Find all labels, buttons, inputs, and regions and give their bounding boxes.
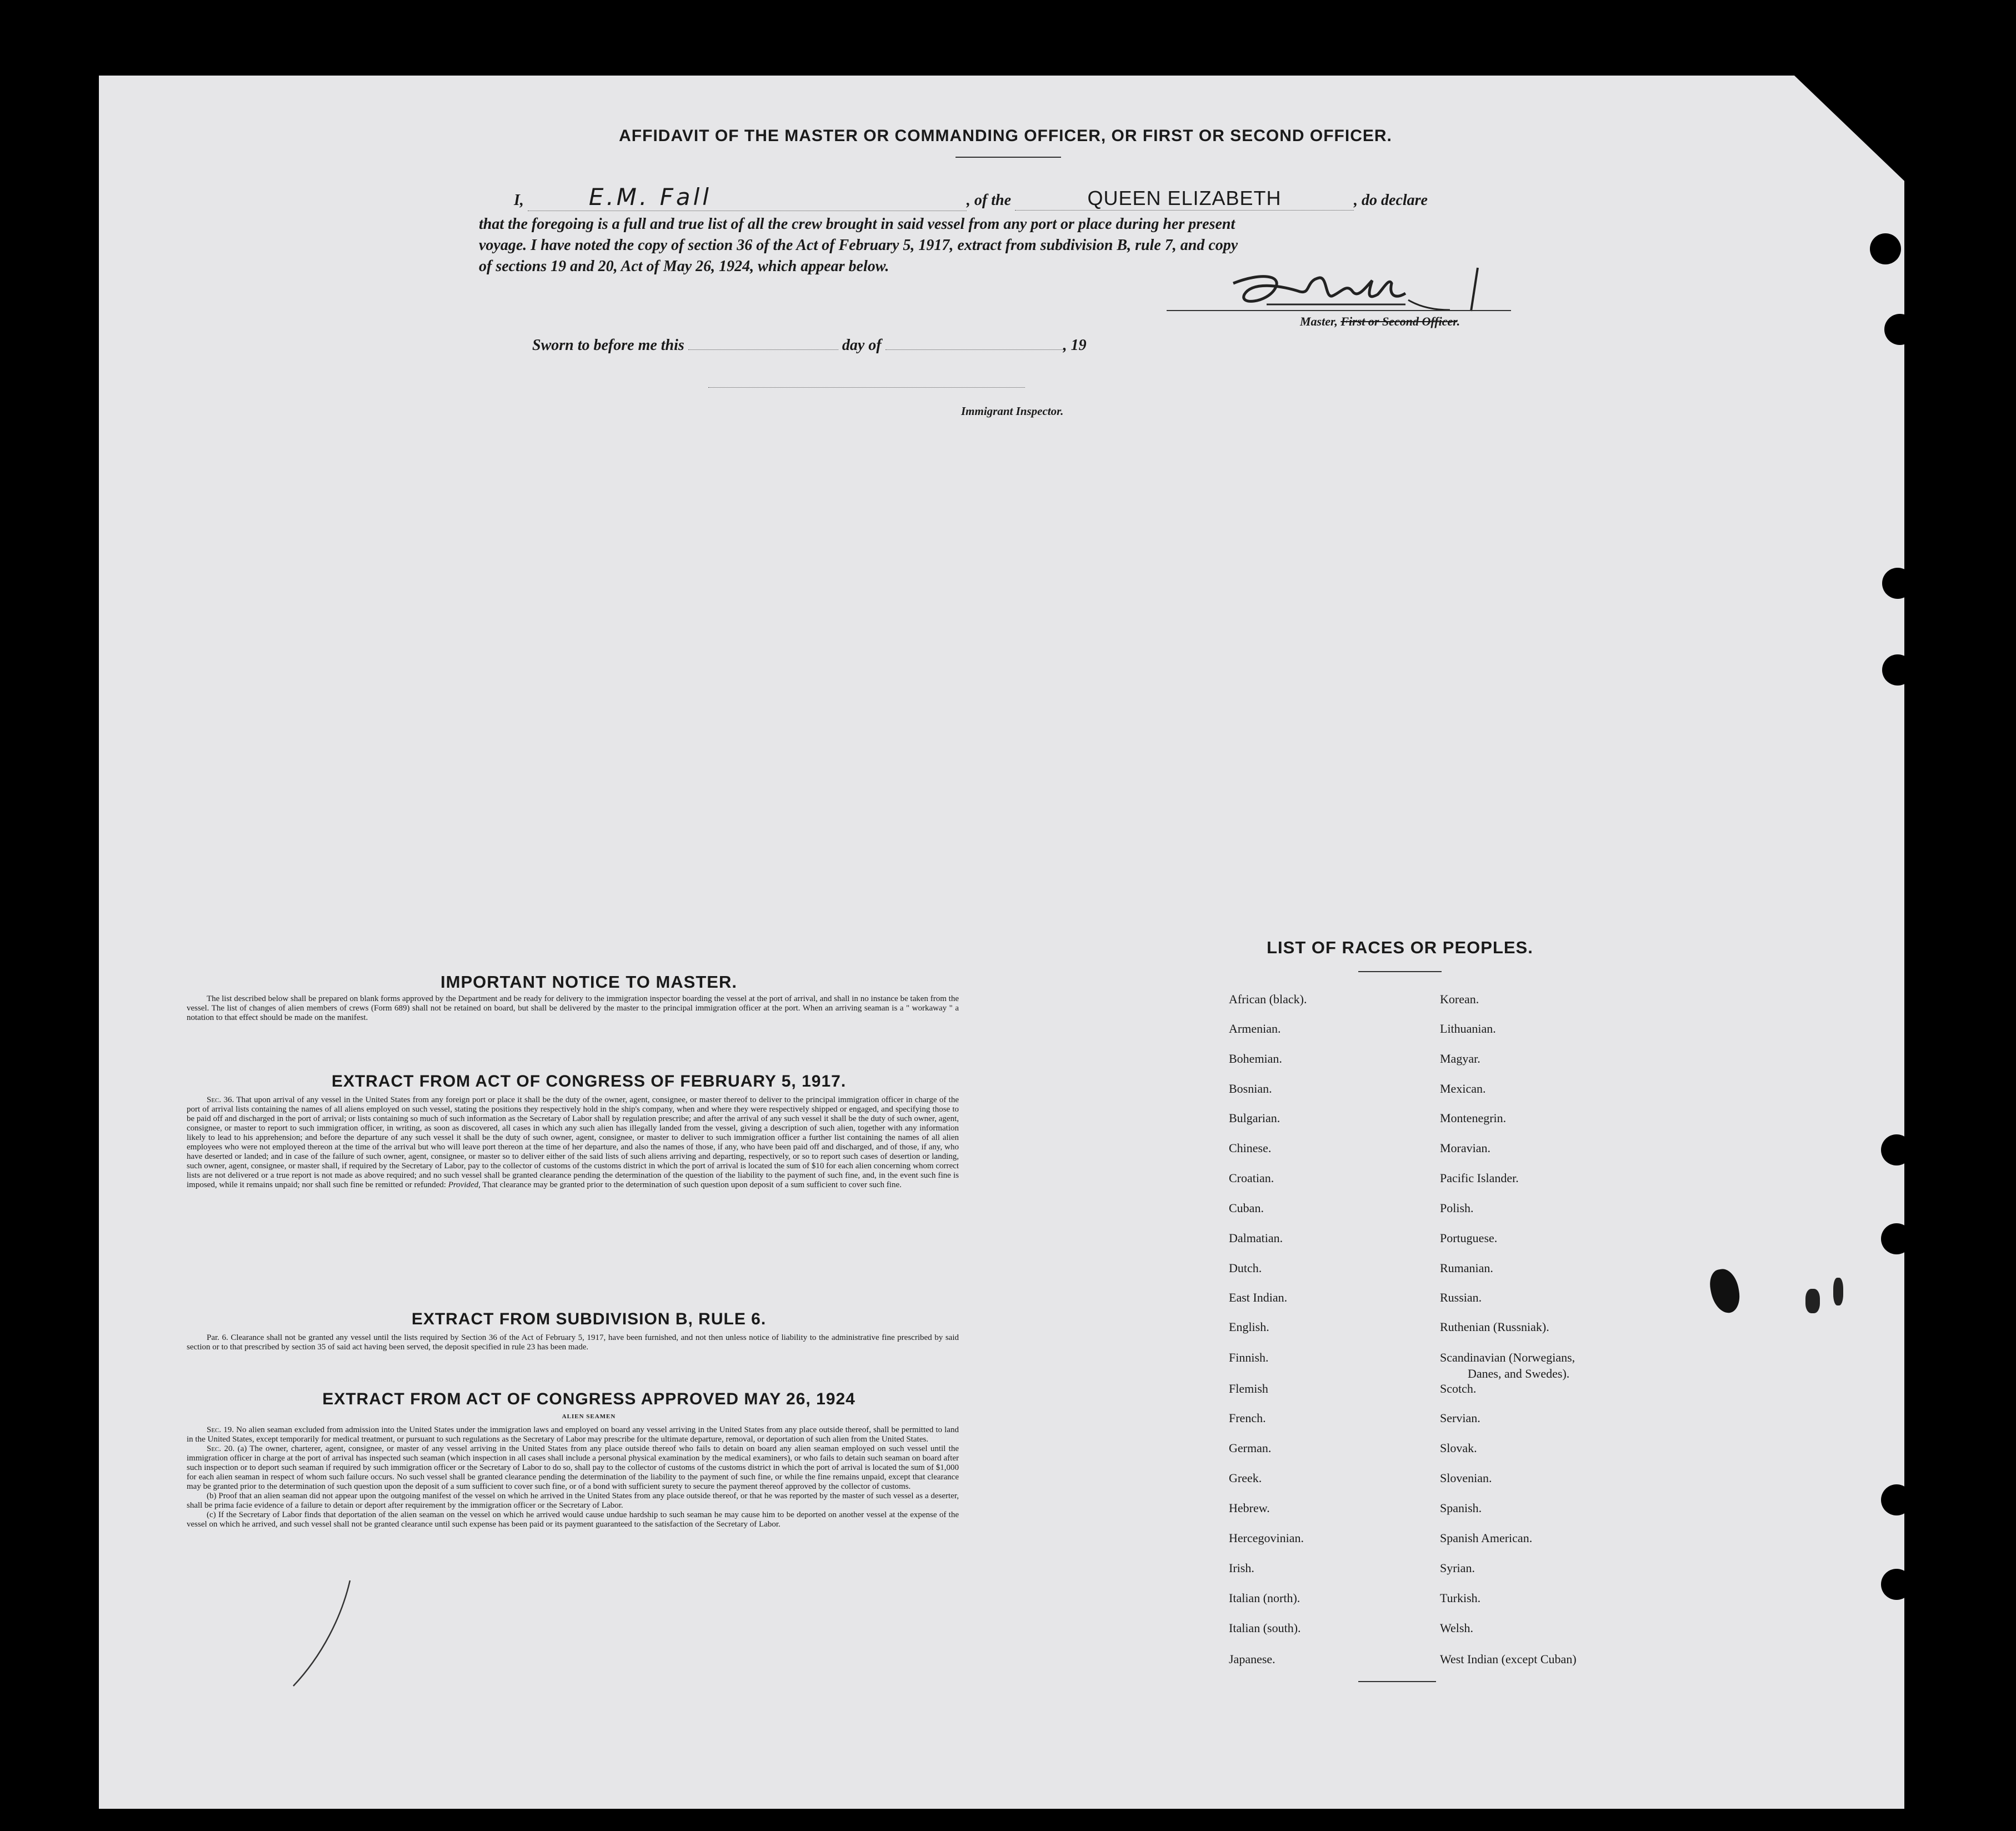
vessel-name: QUEEN ELIZABETH [1087, 187, 1282, 209]
race-item: Welsh. [1440, 1621, 1473, 1635]
race-item: Scandinavian (Norwegians, [1440, 1350, 1575, 1364]
race-item: Spanish. [1440, 1501, 1482, 1515]
declaration-prefix: I, [514, 192, 524, 209]
race-item: Greek. [1229, 1471, 1262, 1485]
race-item: Italian (south). [1229, 1621, 1301, 1635]
binder-hole [1884, 314, 1915, 345]
race-item: Turkish. [1440, 1591, 1481, 1605]
race-item: Scotch. [1440, 1382, 1477, 1395]
extract-1924-subtitle: ALIEN SEAMEN [562, 1413, 616, 1420]
race-item: Chinese. [1229, 1141, 1272, 1155]
binder-hole [1881, 1223, 1912, 1254]
race-item: Bohemian. [1229, 1052, 1282, 1065]
master-signature [1222, 261, 1511, 322]
ink-smudge [1805, 1289, 1820, 1313]
race-item: Russian. [1440, 1290, 1482, 1304]
race-item: German. [1229, 1441, 1272, 1455]
binder-hole [1870, 233, 1901, 264]
race-item: Servian. [1440, 1411, 1480, 1425]
race-item: Syrian. [1440, 1561, 1475, 1575]
inspector-rule [708, 387, 1025, 388]
ink-smudge [1833, 1278, 1843, 1305]
race-item: Mexican. [1440, 1082, 1486, 1095]
race-item: Dalmatian. [1229, 1231, 1283, 1245]
race-item: Cuban. [1229, 1201, 1264, 1215]
binder-hole [1881, 1134, 1912, 1165]
race-item: Flemish [1229, 1382, 1268, 1395]
race-item: Finnish. [1229, 1350, 1269, 1364]
race-item: Polish. [1440, 1201, 1474, 1215]
declaration-line-3: voyage. I have noted the copy of section 36 of the Act of February 5, 1917, extract from subdivision B, rule 7, and copy [479, 237, 1238, 254]
sworn-line: Sworn to before me this day of , 19 [532, 337, 1087, 354]
master-name: E.M. Fall [588, 183, 712, 211]
race-item-continuation: Danes, and Swedes). [1468, 1367, 1570, 1380]
extract-1924-body: Sec. 19. No alien seaman excluded from admission into the United States under the immigration laws and employed on board any vessel arriving in the United States from any place outside thereof, shall be permitted to land in the United States, except temporarily for medical treatment, or pursuant to such regulations as the Secretary of Labor may prescribe for the ultimate departure, removal, or deportation of such alien from the United States. Sec. 20. (a) The owner, charterer, agent, consignee, or master of any vessel arriving in the United States from any place outside thereof who fails to detain on board any alien seaman employed on such vessel until the immigration officer in charge at the port of arrival has inspected such seaman (which inspection in all cases shall include a personal physical examination by the medical examiners), or who fails to detain such seaman on board after such inspection or to deport such seaman if required by such immigration officer or the Secretary of Labor to do so, shall pay to the collector of customs of the customs district in which the port of arrival is located the sum of $1,000 for each alien seaman in respect of whom such failure occurs. No such vessel shall be granted clearance pending the determination of the liability to the payment of such fine, or while the fine remains unpaid, except that clearance may be granted prior to the determination of such question upon the deposit of a sum sufficient to cover such fine, or of a bond with sufficient surety to secure the payment thereof approved by the collector of customs. (b) Proof that an alien seaman did not appear upon the outgoing manifest of the vessel on which he arrived in the United States from any place outside thereof, or that he was reported by the master of such vessel as a deserter, shall be prima facie evidence of a failure to detain or deport after requirement by the immigration officer or the Secretary of Labor. (c) If the Secretary of Labor finds that deportation of the alien seaman on the vessel on which he arrived would cause undue hardship to such seaman he may cause him to be deported on another vessel at the expense of the vessel on which he arrived, and such vessel shall not be granted clearance until such expense has been paid or its payment guaranteed to the satisfaction of the Secretary of Labor. [187, 1425, 959, 1529]
affidavit-title: AFFIDAVIT OF THE MASTER OR COMMANDING OFFICER, OR FIRST OR SECOND OFFICER. [619, 127, 1392, 145]
subdivision-b-title: EXTRACT FROM SUBDIVISION B, RULE 6. [411, 1310, 767, 1328]
race-item: Slovak. [1440, 1441, 1477, 1455]
notice-body: The list described below shall be prepared on blank forms approved by the Department and be ready for delivery to the immigration inspector boarding the vessel at the port of arrival, and shall in no instance be taken from the vessel. The list of changes of alien members of crews (Form 689) shall not be retained on board, but shall be delivered by the master to the principal immigration officer at the port. When an arriving seaman is a " workaway " a notation to that effect should be made on the manifest. [187, 994, 959, 1022]
subdivision-b-body: Par. 6. Clearance shall not be granted any vessel until the lists required by Section 36 of the Act of February 5, 1917, have been furnished, and not then unless notice of liability to the administrative fine prescribed by said section or to that prescribed by section 35 of said act having been served, the deposit specified in rule 23 has been made. [187, 1333, 959, 1352]
race-item: Bosnian. [1229, 1082, 1272, 1095]
race-item: Dutch. [1229, 1261, 1262, 1275]
race-item: Rumanian. [1440, 1261, 1493, 1275]
race-item: Pacific Islander. [1440, 1171, 1519, 1185]
race-item: Armenian. [1229, 1022, 1281, 1035]
declaration-line-4: of sections 19 and 20, Act of May 26, 1924, which appear below. [479, 258, 889, 275]
race-item: East Indian. [1229, 1290, 1288, 1304]
race-item: Ruthenian (Russniak). [1440, 1320, 1549, 1334]
struck-officer-title: First or Second Officer [1340, 314, 1457, 328]
extract-1924-title: EXTRACT FROM ACT OF CONGRESS APPROVED MAY 26, 1924 [322, 1390, 856, 1408]
race-item: French. [1229, 1411, 1266, 1425]
race-item: Hebrew. [1229, 1501, 1270, 1515]
binder-hole [1881, 1569, 1912, 1600]
race-item: Slovenian. [1440, 1471, 1492, 1485]
declaration-line-1 [514, 183, 1530, 211]
race-item: West Indian (except Cuban) [1440, 1652, 1577, 1666]
race-item: Hercegovinian. [1229, 1531, 1304, 1545]
title-rule [956, 157, 1061, 158]
race-item: Bulgarian. [1229, 1111, 1280, 1125]
signature-rule [1167, 310, 1511, 311]
signature-caption: Master, First or Second Officer. [1300, 314, 1460, 328]
pen-stroke [289, 1578, 356, 1689]
race-item: Portuguese. [1440, 1231, 1498, 1245]
declaration-suffix: , do declare [1354, 192, 1428, 209]
races-title-rule [1358, 971, 1442, 972]
race-item: African (black). [1229, 992, 1307, 1006]
declaration-mid: , of the [966, 192, 1012, 209]
race-item: Magyar. [1440, 1052, 1480, 1065]
races-bottom-rule [1358, 1681, 1436, 1682]
notice-title: IMPORTANT NOTICE TO MASTER. [441, 972, 737, 992]
binder-hole [1882, 568, 1913, 599]
inspector-caption: Immigrant Inspector. [961, 404, 1064, 418]
race-item: Japanese. [1229, 1652, 1275, 1666]
race-item: Spanish American. [1440, 1531, 1533, 1545]
race-item: English. [1229, 1320, 1269, 1334]
extract-1917-title: EXTRACT FROM ACT OF CONGRESS OF FEBRUARY 5, 1917. [331, 1072, 847, 1090]
binder-hole [1882, 654, 1913, 686]
race-item: Montenegrin. [1440, 1111, 1507, 1125]
extract-1917-body: Sec. 36. That upon arrival of any vessel in the United States from any foreign port or place it shall be the duty of the owner, agent, consignee, or master thereof to deliver to the principal immigration officer in charge of the port of arrival lists containing the names of all aliens employed on such vessel, stating the positions they respectively hold in the ship's company, when and where they were respectively shipped or engaged, and specifying those to be paid off and discharged in the port of arrival; or lists containing so much of such information as the Secretary of Labor shall by regulation prescribe; and after the arrival of any such vessel it shall be the duty of such owner, agent, consignee, or master to report to such immigration officer, in writing, as soon as discovered, all cases in which any such alien has illegally landed from the vessel, giving a description of such alien, together with any information likely to lead to his apprehension; and before the departure of any such vessel it shall be the duty of such owner, agent, consignee, or master to deliver to such immigration officer a further list containing the names of all alien employees who were not employed thereon at the time of the arrival but who will leave port thereon at the time of her departure, and also the names of those, if any, who have been paid off and discharged, and of those, if any, who have deserted or landed; and in case of the failure of such owner, agent, consignee, or master so to deliver either of the said lists of such aliens arriving and departing, respectively, or so to report such cases of desertion or landing, such owner, agent, consignee, or master shall, if required by the Secretary of Labor, pay to the collector of customs of the customs district in which the port of arrival is located the sum of $10 for each alien concerning whom correct lists are not delivered or a true report is not made as above required; and no such vessel shall be granted clearance pending the determination of the question of the liability to the payment of such fine, and, in the event such fine is imposed, while it remains unpaid; nor shall such fine be remitted or refunded: Provided, That clearance may be granted prior to the determination of such question upon deposit of a sum sufficient to cover such fine. [187, 1095, 959, 1189]
race-item: Moravian. [1440, 1141, 1491, 1155]
torn-corner [1794, 76, 1928, 203]
race-item: Lithuanian. [1440, 1022, 1496, 1035]
race-item: Italian (north). [1229, 1591, 1300, 1605]
race-item: Croatian. [1229, 1171, 1274, 1185]
document-page [99, 76, 1904, 1809]
race-item: Irish. [1229, 1561, 1254, 1575]
binder-hole [1881, 1484, 1912, 1515]
races-title: LIST OF RACES OR PEOPLES. [1267, 938, 1533, 957]
declaration-line-2: that the foregoing is a full and true list of all the crew brought in said vessel from any port or place during her present [479, 216, 1235, 233]
race-item: Korean. [1440, 992, 1479, 1006]
